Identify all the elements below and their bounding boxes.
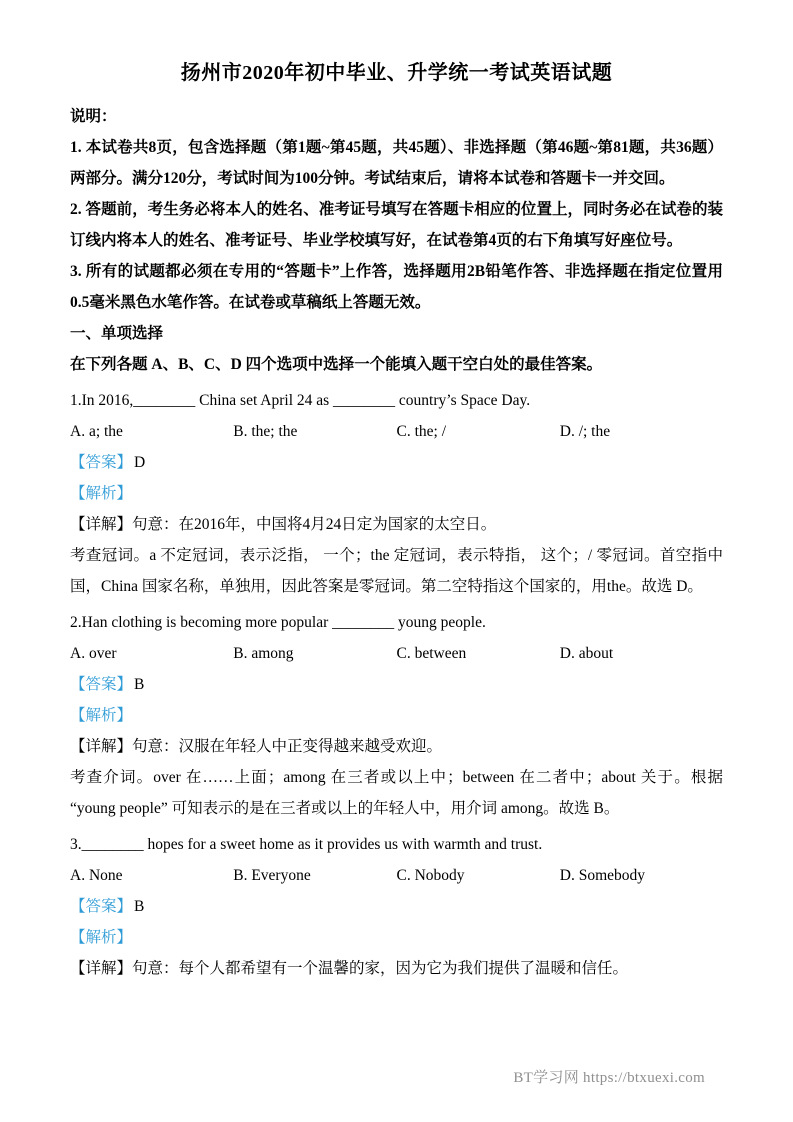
notes-heading: 说明：: [70, 108, 117, 125]
answer-value: B: [134, 676, 145, 693]
options-row: [70, 860, 723, 891]
question-block-1: [70, 385, 723, 602]
exam-note-1: 1. 本试卷共8页，包含选择题（第1题~第45题，共45题）、非选择题（第46题~第81题，共36题）两部分。满分120分，考试时间为100分钟。考试结束后，请将本试卷和答题卡一并交回。: [70, 139, 723, 187]
page-title: 扬州市2020年初中毕业、升学统一考试英语试题: [180, 62, 613, 84]
section-heading: 一、单项选择: [70, 325, 164, 342]
answer-label: 【答案】: [70, 454, 133, 471]
option-d: D. Somebody: [559, 867, 645, 884]
analysis-label: 【解析】: [70, 929, 133, 946]
question-stem: 3.________ hopes for a sweet home as it provides us with warmth and trust.: [70, 836, 543, 853]
section-instruction: 在下列各题 A、B、C、D 四个选项中选择一个能填入题干空白处的最佳答案。: [70, 356, 603, 373]
option-c: C. between: [396, 645, 467, 662]
option-b: B. the; the: [233, 423, 298, 440]
detail-paragraph: 【详解】句意：在2016年，中国将4月24日定为国家的太空日。: [70, 516, 497, 533]
option-a: A. None: [70, 867, 123, 884]
option-d: D. about: [559, 645, 614, 662]
option-d: D. /; the: [559, 423, 611, 440]
option-c: C. the; /: [396, 423, 447, 440]
answer-value: B: [134, 898, 145, 915]
watermark-text: BT学习网 https://btxuexi.com: [513, 1070, 705, 1086]
exam-note-3: 3. 所有的试题都必须在专用的“答题卡”上作答，选择题用2B铅笔作答、非选择题在指定位置用0.5毫米黑色水笔作答。在试卷或草稿纸上答题无效。: [70, 263, 723, 311]
answer-value: D: [134, 454, 146, 471]
exam-note-2: 2. 答题前，考生务必将本人的姓名、准考证号填写在答题卡相应的位置上，同时务必在试卷的装订线内将本人的姓名、准考证号、毕业学校填写好，在试卷第4页的右下角填写好座位号。: [70, 201, 723, 249]
detail-paragraph: 考查冠词。a 不定冠词，表示泛指， 一个；the 定冠词，表示特指， 这个；/ 零冠词。首空指中国，China 国家名称，单独用，因此答案是零冠词。第二空特指这个国家的，用the。故选 D。: [70, 547, 723, 595]
option-a: A. a; the: [70, 423, 123, 440]
option-b: B. Everyone: [233, 867, 311, 884]
question-stem: 1.In 2016,________ China set April 24 as ________ country’s Space Day.: [70, 392, 531, 409]
detail-paragraph: 【详解】句意：汉服在年轻人中正变得越来越受欢迎。: [70, 738, 443, 755]
question-block-3: [70, 829, 723, 984]
answer-line: [70, 891, 723, 922]
watermark-footer: [513, 1066, 705, 1087]
detail-paragraph: 考查介词。over 在……上面；among 在三者或以上中；between 在二者中；about 关于。根据 “young people” 可知表示的是在三者或以上的年轻人中，用介词 among。故选 B。: [70, 769, 723, 817]
analysis-label: 【解析】: [70, 485, 133, 502]
answer-line: [70, 669, 723, 700]
option-c: C. Nobody: [396, 867, 465, 884]
options-row: [70, 638, 723, 669]
answer-label: 【答案】: [70, 676, 133, 693]
question-stem: 2.Han clothing is becoming more popular ________ young people.: [70, 614, 486, 631]
option-b: B. among: [233, 645, 294, 662]
answer-label: 【答案】: [70, 898, 133, 915]
detail-paragraph: 【详解】句意：每个人都希望有一个温馨的家，因为它为我们提供了温暖和信任。: [70, 960, 629, 977]
question-block-2: [70, 607, 723, 824]
analysis-label: 【解析】: [70, 707, 133, 724]
options-row: [70, 416, 723, 447]
option-a: A. over: [70, 645, 117, 662]
answer-line: [70, 447, 723, 478]
